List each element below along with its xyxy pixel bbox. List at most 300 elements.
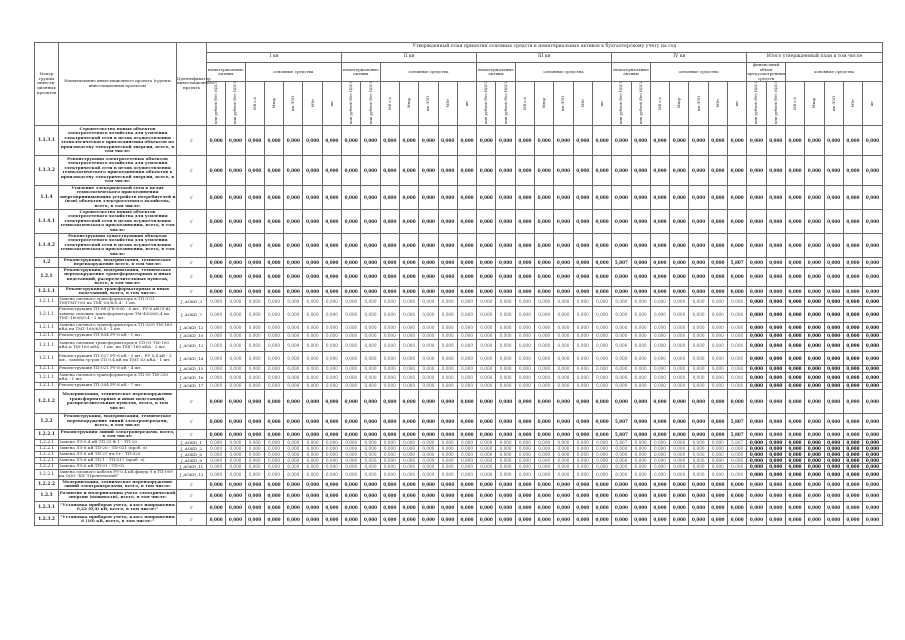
row-value: 0,000 [477, 125, 496, 155]
row-value: 0,000 [399, 351, 418, 365]
row-value: 0,000 [843, 267, 862, 286]
row-value: 0,000 [766, 233, 785, 257]
row-value: 0,000 [843, 463, 862, 469]
row-value: 0,000 [592, 469, 611, 479]
row-value: 0,000 [515, 451, 534, 457]
row-value: 0,000 [670, 125, 689, 155]
table-row [35, 267, 883, 286]
row-value: 0,000 [708, 209, 727, 233]
row-value: 0,000 [689, 267, 708, 286]
row-value: 0,000 [631, 233, 650, 257]
header-unit [766, 82, 785, 125]
row-value: 0,000 [785, 365, 804, 372]
row-project-id: Г [177, 429, 207, 439]
row-value: 0,000 [805, 339, 824, 351]
row-value: 0,000 [689, 296, 708, 306]
row-value: 0,000 [380, 469, 399, 479]
row-value: 0,000 [573, 479, 592, 489]
row-value: 5,807 [728, 413, 747, 429]
table-row [35, 489, 883, 501]
row-value: 0,000 [670, 479, 689, 489]
header-unit-label: Мвар [407, 98, 412, 109]
row-value: 0,000 [747, 439, 766, 445]
row-value: 0,000 [689, 479, 708, 489]
row-value: 0,000 [747, 382, 766, 389]
header-sub-na-4: нематериальные активы [612, 63, 651, 82]
row-value: 0,000 [264, 389, 283, 413]
row-value: 0,000 [226, 306, 245, 322]
row-value: 0,000 [573, 513, 592, 525]
row-value: 0,000 [477, 185, 496, 209]
header-unit [207, 82, 226, 125]
row-value: 0,000 [785, 489, 804, 501]
header-unit [728, 82, 747, 125]
row-value: 0,000 [419, 339, 438, 351]
row-value: 0,000 [670, 209, 689, 233]
row-value: 0,000 [207, 513, 226, 525]
header-unit-label: МВт [580, 99, 585, 108]
row-project-id: Г [177, 413, 207, 429]
row-value: 0,000 [477, 332, 496, 339]
row-value: 0,000 [399, 155, 418, 185]
row-value: 0,000 [805, 322, 824, 332]
row-value: 0,000 [226, 155, 245, 185]
row-value: 0,000 [419, 382, 438, 389]
header-unit-label: шт [329, 100, 334, 107]
row-project-name: Замена ЛЭ 6 кВ ТП-20 - ТП-021 (проб. л) [59, 445, 177, 451]
row-value: 0,000 [728, 365, 747, 372]
row-value: 0,000 [650, 469, 669, 479]
row-value: 0,000 [515, 372, 534, 382]
row-value: 0,000 [592, 351, 611, 365]
row-value: 0,000 [592, 382, 611, 389]
row-value: 0,000 [535, 382, 554, 389]
row-value: 5,807 [728, 429, 747, 439]
row-value: 0,000 [805, 372, 824, 382]
row-value: 0,000 [245, 501, 264, 513]
row-value: 0,000 [670, 322, 689, 332]
row-value: 0,000 [843, 332, 862, 339]
row-value: 0,000 [824, 439, 843, 445]
row-value: 0,000 [747, 286, 766, 296]
row-value: 0,000 [419, 185, 438, 209]
row-value: 0,000 [554, 332, 573, 339]
row-value: 0,000 [380, 389, 399, 413]
row-value: 0,000 [438, 332, 457, 339]
row-value: 0,000 [554, 296, 573, 306]
row-value: 0,000 [863, 125, 883, 155]
row-value: 0,000 [264, 296, 283, 306]
row-value: 0,000 [457, 125, 476, 155]
row-value: 0,000 [612, 382, 631, 389]
row-value: 0,000 [843, 365, 862, 372]
row-value: 0,000 [457, 322, 476, 332]
row-value: 0,000 [612, 322, 631, 332]
row-value: 0,000 [496, 185, 515, 209]
row-value: 0,000 [399, 469, 418, 479]
row-value: 0,000 [496, 372, 515, 382]
row-value: 0,000 [399, 451, 418, 457]
row-value: 0,000 [284, 365, 303, 372]
row-value: 0,000 [612, 286, 631, 296]
header-unit-label: км ЛЭП [291, 95, 296, 111]
row-value: 0,000 [380, 489, 399, 501]
row-value: 0,000 [573, 489, 592, 501]
row-value: 0,000 [631, 413, 650, 429]
row-value: 0,000 [592, 332, 611, 339]
row-value: 0,000 [438, 451, 457, 457]
row-value: 0,000 [592, 479, 611, 489]
row-value: 0,000 [457, 457, 476, 463]
row-value: 0,000 [380, 306, 399, 322]
header-unit [535, 82, 554, 125]
row-value: 0,000 [592, 389, 611, 413]
row-value: 0,000 [535, 322, 554, 332]
row-value: 0,000 [226, 389, 245, 413]
row-value: 0,000 [689, 389, 708, 413]
row-value: 0,000 [592, 489, 611, 501]
row-value: 0,000 [322, 457, 341, 463]
row-value: 0,000 [670, 429, 689, 439]
table-row [35, 429, 883, 439]
row-value: 0,000 [805, 155, 824, 185]
row-value: 0,000 [650, 125, 669, 155]
row-value: 0,000 [535, 155, 554, 185]
table-row [35, 413, 883, 429]
row-value: 0,000 [264, 501, 283, 513]
row-value: 0,000 [380, 501, 399, 513]
row-value: 0,000 [728, 286, 747, 296]
row-value: 0,000 [477, 439, 496, 445]
row-value: 0,000 [342, 339, 361, 351]
row-project-name: Реконструкция ТП-8б (ГК-6-й) - 8 шт., РУ-6 кВ (5-й), замена силовых трансформаторов ТМ-400/6/0,4 на ТМГ-160/6/0,4 - 2 шт. [59, 306, 177, 322]
row-value: 0,000 [728, 463, 747, 469]
row-value: 0,000 [342, 125, 361, 155]
row-value: 0,000 [766, 445, 785, 451]
row-project-id: J_AOKD_10 [177, 332, 207, 339]
row-value: 0,000 [708, 306, 727, 322]
row-value: 0,000 [728, 489, 747, 501]
row-value: 0,000 [650, 372, 669, 382]
row-value: 0,000 [670, 501, 689, 513]
row-value: 0,000 [438, 296, 457, 306]
row-value: 0,000 [496, 365, 515, 372]
row-project-name: Усиление электрической сети в целях технологического присоединения энергопринимающих устройств потребителей и (или) объектов электросетевого хозяйства, всего, в том числе: [59, 184, 176, 208]
row-value: 0,000 [361, 185, 380, 209]
header-unit [380, 82, 399, 125]
table-row [35, 257, 883, 267]
header-unit [399, 82, 418, 125]
row-value: 0,000 [747, 479, 766, 489]
row-value: 0,000 [303, 185, 322, 209]
row-value: 0,000 [496, 479, 515, 489]
row-number: 1.2.2.1 [35, 439, 59, 445]
row-value: 0,000 [438, 429, 457, 439]
row-value: 0,000 [226, 382, 245, 389]
row-value: 0,000 [284, 439, 303, 445]
row-value: 0,000 [573, 413, 592, 429]
row-value: 0,000 [496, 513, 515, 525]
row-value: 0,000 [303, 413, 322, 429]
row-value: 0,000 [457, 233, 476, 257]
row-value: 0,000 [515, 267, 534, 286]
row-value: 0,000 [457, 469, 476, 479]
row-value: 0,000 [399, 365, 418, 372]
row-value: 0,000 [785, 267, 804, 286]
row-value: 0,000 [824, 457, 843, 463]
row-value: 0,000 [631, 451, 650, 457]
row-value: 0,000 [477, 155, 496, 185]
row-value: 0,000 [303, 351, 322, 365]
row-value: 0,000 [689, 439, 708, 445]
row-value: 0,000 [554, 382, 573, 389]
row-value: 0,000 [419, 489, 438, 501]
header-unit [689, 82, 708, 125]
header-unit [747, 82, 766, 125]
row-value: 0,000 [785, 457, 804, 463]
header-unit [284, 82, 303, 125]
row-value: 0,000 [515, 429, 534, 439]
row-value: 0,000 [708, 155, 727, 185]
row-value: 0,000 [592, 451, 611, 457]
header-unit-label: МВт [310, 99, 315, 108]
row-value: 0,000 [399, 439, 418, 445]
row-value: 0,000 [535, 257, 554, 267]
row-value: 0,000 [438, 372, 457, 382]
row-value: 0,000 [380, 457, 399, 463]
row-value: 0,000 [226, 257, 245, 267]
row-value: 0,000 [264, 489, 283, 501]
row-value: 0,000 [863, 382, 883, 389]
row-value: 0,000 [399, 296, 418, 306]
header-unit-label: МВт [715, 99, 720, 108]
row-value: 0,000 [226, 125, 245, 155]
row-value: 0,000 [207, 351, 226, 365]
row-value: 0,000 [419, 413, 438, 429]
row-value: 0,000 [226, 339, 245, 351]
row-value: 0,000 [631, 351, 650, 365]
row-value: 0,000 [747, 445, 766, 451]
row-value: 0,000 [670, 445, 689, 451]
row-value: 0,000 [670, 372, 689, 382]
row-value: 0,000 [554, 429, 573, 439]
row-value: 0,000 [843, 185, 862, 209]
row-value: 0,000 [573, 209, 592, 233]
row-value: 0,000 [708, 365, 727, 372]
row-value: 0,000 [361, 413, 380, 429]
row-value: 0,000 [380, 267, 399, 286]
row-value: 0,000 [303, 306, 322, 322]
row-value: 0,000 [496, 451, 515, 457]
row-value: 0,000 [226, 233, 245, 257]
row-value: 0,000 [284, 306, 303, 322]
row-value: 0,000 [457, 267, 476, 286]
row-value: 0,000 [419, 479, 438, 489]
row-value: 0,000 [670, 267, 689, 286]
row-value: 0,000 [438, 286, 457, 296]
row-value: 0,000 [824, 463, 843, 469]
row-value: 0,000 [612, 501, 631, 513]
row-value: 0,000 [805, 429, 824, 439]
row-value: 0,000 [303, 489, 322, 501]
row-value: 0,000 [496, 155, 515, 185]
table-row [35, 306, 883, 322]
row-value: 0,000 [207, 306, 226, 322]
row-value: 0,000 [805, 296, 824, 306]
row-value: 0,000 [650, 306, 669, 322]
row-value: 0,000 [805, 233, 824, 257]
row-value: 0,000 [670, 185, 689, 209]
row-value: 0,000 [766, 413, 785, 429]
row-value: 0,000 [399, 306, 418, 322]
row-value: 0,000 [689, 445, 708, 451]
row-value: 0,000 [535, 513, 554, 525]
row-value: 0,000 [496, 457, 515, 463]
row-project-name: Реконструкция ТП-021 РУ-6 кВ - 4 шт. [59, 365, 177, 372]
header-unit [438, 82, 457, 125]
header-unit-label: Мвар [272, 98, 277, 109]
row-value: 0,000 [824, 125, 843, 155]
row-number: 1.2.1.1 [35, 332, 59, 339]
row-value: 0,000 [342, 286, 361, 296]
row-value: 0,000 [322, 296, 341, 306]
row-value: 0,000 [805, 501, 824, 513]
row-value: 0,000 [361, 296, 380, 306]
row-value: 0,000 [419, 501, 438, 513]
row-value: 0,000 [592, 413, 611, 429]
row-value: 0,000 [785, 351, 804, 365]
row-value: 0,000 [457, 257, 476, 267]
header-unit [419, 82, 438, 125]
row-value: 0,000 [843, 372, 862, 382]
table-row [35, 389, 883, 413]
row-value: 0,000 [419, 209, 438, 233]
row-value: 0,000 [863, 469, 883, 479]
row-value: 0,000 [419, 267, 438, 286]
row-value: 0,000 [631, 501, 650, 513]
row-value: 0,000 [342, 457, 361, 463]
row-value: 0,000 [264, 372, 283, 382]
row-value: 0,000 [322, 439, 341, 445]
row-value: 0,000 [592, 429, 611, 439]
row-value: 5,807 [612, 429, 631, 439]
row-project-name: Замена силового трансформатора в ТП 03/9 ТМ-160 кВА на ТМГ-160/6/0,4 - 1 шт. [59, 322, 177, 332]
header-sub-os-5: основные средства [785, 63, 882, 82]
row-value: 0,000 [689, 155, 708, 185]
row-value: 0,000 [322, 365, 341, 372]
row-number: 1.2.1.1 [35, 382, 59, 389]
row-value: 0,000 [824, 513, 843, 525]
row-value: 0,000 [612, 372, 631, 382]
header-sub-os-2: основные средства [380, 63, 476, 82]
row-value: 0,000 [245, 479, 264, 489]
row-value: 0,000 [496, 389, 515, 413]
row-value: 0,000 [284, 296, 303, 306]
header-quarter-2: II кв [342, 53, 477, 63]
row-number: 1.1.3.2 [35, 155, 59, 185]
row-value: 0,000 [245, 339, 264, 351]
row-value: 0,000 [747, 155, 766, 185]
row-number: 1.2.2.1 [35, 429, 59, 439]
row-value: 0,000 [650, 479, 669, 489]
row-value: 0,000 [863, 185, 883, 209]
header-unit [592, 82, 611, 125]
header-unit-label: млн рублей (без НДС) [754, 82, 759, 125]
row-value: 0,000 [207, 155, 226, 185]
row-value: 0,000 [689, 489, 708, 501]
row-value: 0,000 [535, 372, 554, 382]
table-row [35, 233, 883, 257]
row-value: 0,000 [863, 267, 883, 286]
row-value: 0,000 [457, 413, 476, 429]
row-value: 0,000 [284, 457, 303, 463]
row-value: 0,000 [207, 457, 226, 463]
row-project-id: Г [177, 267, 207, 286]
row-value: 0,000 [689, 125, 708, 155]
row-value: 0,000 [342, 389, 361, 413]
row-project-id: J_AOKD_8 [177, 457, 207, 463]
row-value: 0,000 [592, 267, 611, 286]
row-value: 0,000 [342, 322, 361, 332]
row-value: 0,000 [843, 501, 862, 513]
row-value: 0,000 [708, 451, 727, 457]
row-value: 0,000 [766, 125, 785, 155]
row-value: 0,000 [785, 322, 804, 332]
row-value: 0,000 [708, 257, 727, 267]
row-value: 0,000 [766, 513, 785, 525]
row-value: 0,000 [284, 501, 303, 513]
header-unit [264, 82, 283, 125]
row-value: 0,000 [824, 501, 843, 513]
row-value: 0,000 [728, 445, 747, 451]
row-value: 0,000 [708, 267, 727, 286]
row-value: 0,000 [496, 233, 515, 257]
row-value: 0,000 [399, 286, 418, 296]
row-value: 0,000 [747, 372, 766, 382]
row-value: 0,000 [284, 451, 303, 457]
row-value: 0,000 [824, 339, 843, 351]
row-value: 0,000 [747, 125, 766, 155]
row-value: 0,000 [728, 209, 747, 233]
header-unit [805, 82, 824, 125]
row-value: 0,000 [612, 445, 631, 451]
row-value: 0,000 [573, 125, 592, 155]
row-value: 0,000 [207, 322, 226, 332]
row-value: 0,000 [650, 389, 669, 413]
row-value: 0,000 [457, 296, 476, 306]
row-value: 0,000 [515, 306, 534, 322]
row-value: 0,000 [824, 267, 843, 286]
row-value: 0,000 [785, 125, 804, 155]
row-project-name: Замена силового трансформатора в ТП 09 ТМ-250 кВА - 1 шт. [59, 372, 177, 382]
row-value: 0,000 [322, 479, 341, 489]
row-value: 0,000 [284, 479, 303, 489]
row-value: 0,000 [747, 322, 766, 332]
row-project-name: Замена ЛЭ 6 кВ ТП-01 - ТП-02 [59, 463, 177, 469]
row-value: 0,000 [766, 185, 785, 209]
row-value: 0,000 [477, 445, 496, 451]
row-project-name: Модернизация, техническое перевооружение линий электропередачи, всего, в том числе: [59, 479, 177, 489]
row-value: 0,000 [863, 351, 883, 365]
table-row [35, 185, 883, 209]
row-value: 0,000 [824, 296, 843, 306]
row-value: 0,000 [380, 257, 399, 267]
row-value: 0,000 [245, 306, 264, 322]
row-value: 0,000 [766, 382, 785, 389]
row-value: 0,000 [650, 382, 669, 389]
table-row [35, 479, 883, 489]
row-value: 0,000 [785, 306, 804, 322]
